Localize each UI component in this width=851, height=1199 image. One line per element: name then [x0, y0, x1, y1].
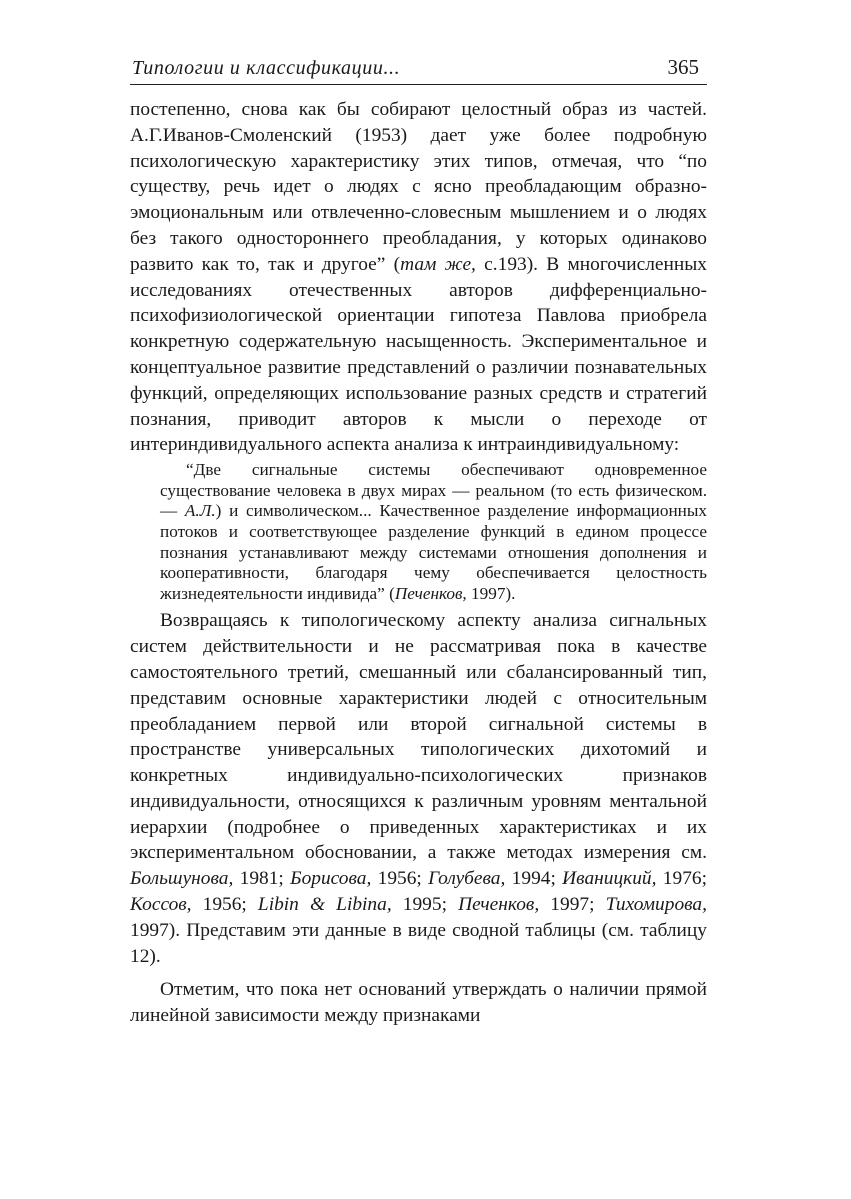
block-quote: [160, 460, 707, 604]
quote-text: [160, 460, 707, 604]
quote-text-part: “Две сигнальные системы обеспечивают одновременное существование человека в двух мирах — реальном (то есть физическом. —: [160, 460, 707, 521]
book-page: [130, 48, 707, 1029]
body-text: [130, 97, 707, 1029]
citation-author: Голубева,: [428, 868, 506, 890]
running-header: [130, 48, 707, 85]
paragraph-typology: [130, 608, 707, 969]
citation-year: 1956;: [371, 868, 429, 890]
paragraph-text: с.193). В многочисленных исследованиях отечественных авторов дифференциально-психофизиологической ориентации гипотеза Павлова приобрела конкретную содержательную насыщенность. Экспериментальное и концептуальное развитие представлений о различии познавательных функций, определяющих использование разных средств и стратегий познания, приводит авторов к мысли о переходе от интериндивидуального аспекта анализа к интраиндивидуальному:: [130, 253, 707, 456]
citation-author: Libin & Libina,: [257, 894, 392, 916]
paragraph-text: постепенно, снова как бы собирают целостный образ из частей. А.Г.Иванов-Смоленский (1953) дает уже более подробную психологическую характеристику этих типов, отмечая, что “по существу, речь идет о людях с ясно преобладающим образно-эмоциональным или отвлеченно-словесным мышлением и о людях без такого одностороннего преобладания, у которых одинаково развито как то, так и другое” (: [130, 99, 707, 275]
paragraph-note: [130, 977, 707, 1029]
citation-author: Иваницкий,: [562, 868, 657, 890]
citation-year: 1997;: [539, 894, 606, 916]
paragraph-text: 1997). Представим эти данные в виде сводной таблицы (см. таблицу 12).: [130, 919, 707, 967]
citation-year: 1981;: [233, 868, 291, 890]
running-title: Типологии и классификации...: [132, 57, 401, 79]
citation-author: Тихомирова,: [605, 894, 707, 916]
paragraph-text: Отметим, что пока нет оснований утверждать о наличии прямой линейной зависимости между признаками: [130, 979, 707, 1027]
citation-year: 1994;: [505, 868, 563, 890]
citation-year: 1995;: [391, 894, 459, 916]
citation-author: Большунова,: [130, 868, 234, 890]
paragraph-continuation: [130, 97, 707, 458]
citation-author: Борисова,: [290, 868, 372, 890]
citation-author: Печенков,: [458, 894, 540, 916]
paragraph-text: Возвращаясь к типологическому аспекту анализа сигнальных систем действительности и не рассматривая пока в качестве самостоятельного третий, смешанный или сбалансированный тип, представим основные характеристики людей с относительным преобладанием первой или второй сигнальной системы в пространстве универсальных типологических дихотомий и конкретных индивидуально-психологических признаков индивидуальности, относящихся к различным уровням ментальной иерархии (подробнее о приведенных характеристиках и их экспериментальном обосновании, а также методах измерения см.: [130, 610, 707, 864]
quote-text-part: 1997).: [466, 583, 516, 603]
quote-author-initials: А.Л.: [184, 501, 216, 521]
citation-author: Коссов,: [130, 894, 192, 916]
citation-year: 1956;: [191, 894, 258, 916]
citation-year: 1976;: [656, 868, 707, 890]
quote-text-part: ) и символическом... Качественное разделение информационных потоков и соответствующее разделение функций в едином процессе познания устанавливают между системами отношения дополнения и кооперативности, благодаря чему обеспечивается целостность жизнедеятельности индивида” (: [160, 501, 707, 603]
quote-citation-author: Печенков,: [394, 583, 467, 603]
citation-ibid: там же,: [400, 253, 476, 275]
page-number: 365: [667, 55, 699, 79]
